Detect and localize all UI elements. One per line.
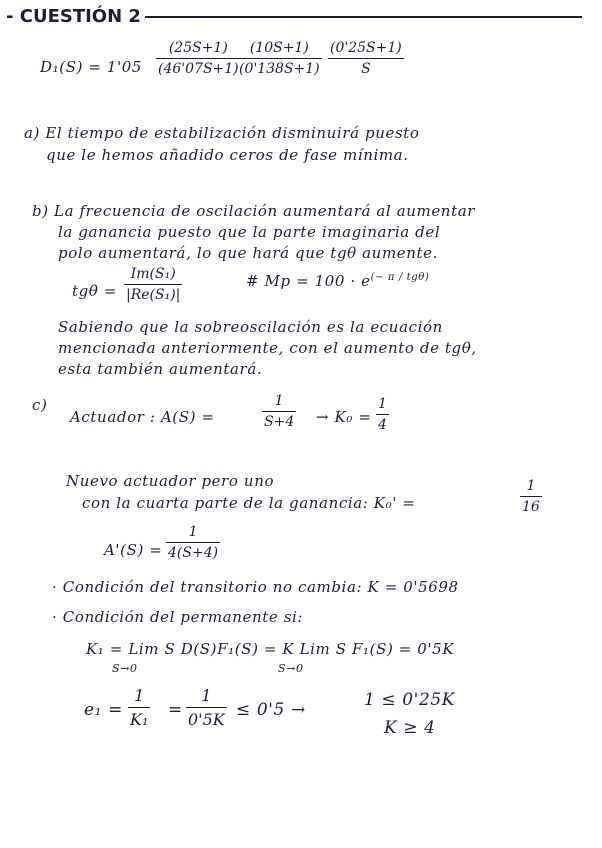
result-2: K ≥ 4	[384, 718, 436, 738]
e1-fraction-2	[186, 686, 227, 729]
part-b-line-4: Sabiendo que la sobreoscilación es la ecuación	[58, 318, 443, 336]
fraction-denominator: (0'138S+1)	[239, 61, 320, 77]
fraction-numerator: (25S+1)	[168, 40, 228, 56]
part-c-label: c)	[32, 396, 48, 414]
fraction-denominator: 4	[378, 417, 387, 433]
fraction-numerator: 1	[378, 396, 387, 412]
eq-fraction-2	[237, 40, 322, 77]
fraction-denominator: 16	[522, 499, 540, 515]
fraction-bar	[520, 496, 542, 497]
fraction-bar	[166, 542, 220, 543]
k0-prime-fraction	[520, 478, 542, 515]
e1-lhs: e₁ =	[84, 700, 123, 720]
result-1: 1 ≤ 0'25K	[364, 690, 456, 710]
actuator-label: Actuador : A(S) =	[70, 408, 215, 426]
fraction-bar	[128, 707, 150, 708]
condition-transient: · Condición del transitorio no cambia: K = 0'5698	[52, 578, 459, 596]
fraction-bar	[237, 58, 322, 59]
k1-equation: K₁ = Lim S D(S)F₁(S) = K Lim S F₁(S) = 0'5K	[86, 640, 455, 658]
fraction-numerator: 1	[274, 393, 284, 409]
part-a-line-1: a) El tiempo de estabilización disminuirá puesto	[24, 124, 420, 142]
fraction-numerator: 1	[134, 686, 145, 705]
lim-subscript-1: S→0	[112, 662, 138, 675]
part-b-line-2: la ganancia puesto que la parte imaginaria del	[58, 223, 441, 241]
mp-exponent: (− π / tgθ)	[370, 272, 430, 283]
fraction-denominator: (46'07S+1)	[158, 61, 239, 77]
part-b-line-6: esta también aumentará.	[58, 360, 263, 378]
fraction-bar	[328, 58, 404, 59]
mp-base: # Mp = 100 · e	[246, 272, 371, 290]
fraction-bar	[262, 411, 296, 412]
lim-subscript-2: S→0	[278, 662, 304, 675]
fraction-bar	[376, 414, 389, 415]
fraction-denominator: S+4	[264, 414, 295, 430]
nuevo-line-1: Nuevo actuador pero uno	[66, 472, 275, 490]
fraction-numerator: 1	[526, 478, 536, 494]
k0-fraction	[376, 396, 389, 433]
part-b-line-1: b) La frecuencia de oscilación aumentará al aumentar	[32, 202, 476, 220]
aprime-lhs: A'(S) =	[104, 541, 163, 559]
title-underline	[145, 16, 582, 18]
actuator-fraction	[262, 393, 296, 430]
fraction-numerator: 1	[188, 524, 198, 540]
nuevo-line-2: con la cuarta parte de la ganancia: K₀' =	[82, 494, 416, 512]
tg-fraction	[124, 266, 182, 303]
fraction-denominator: |Re(S₁)|	[126, 287, 181, 303]
eq-lhs: D₁(S) = 1'05	[40, 58, 143, 76]
e1-fraction-1	[128, 686, 150, 729]
e1-equals: =	[168, 700, 183, 720]
fraction-bar	[186, 707, 227, 708]
aprime-fraction	[166, 524, 220, 561]
eq-fraction-1	[156, 40, 241, 77]
fraction-numerator: (10S+1)	[249, 40, 309, 56]
fraction-numerator: Im(S₁)	[130, 266, 176, 282]
fraction-numerator: (0'25S+1)	[330, 40, 402, 56]
eq-fraction-3	[328, 40, 404, 77]
part-b-line-3: polo aumentará, lo que hará que tgθ aumente.	[58, 244, 438, 262]
fraction-denominator: 0'5K	[188, 710, 225, 729]
part-a-line-2: que le hemos añadido ceros de fase mínima.	[46, 146, 409, 164]
tg-lhs: tgθ =	[72, 282, 117, 300]
fraction-denominator: S	[361, 61, 371, 77]
fraction-numerator: 1	[201, 686, 212, 705]
condition-permanent: · Condición del permanente si:	[52, 608, 304, 626]
k0-label: → K₀ =	[316, 408, 372, 426]
page-title: - CUESTIÓN 2	[6, 6, 141, 27]
e1-inequality: ≤ 0'5 →	[236, 700, 306, 720]
fraction-denominator: 4(S+4)	[168, 545, 219, 561]
part-b-line-5: mencionada anteriormente, con el aumento de tgθ,	[58, 339, 477, 357]
mp-formula	[246, 272, 429, 290]
fraction-bar	[156, 58, 241, 59]
fraction-denominator: K₁	[130, 710, 149, 729]
fraction-bar	[124, 284, 182, 285]
